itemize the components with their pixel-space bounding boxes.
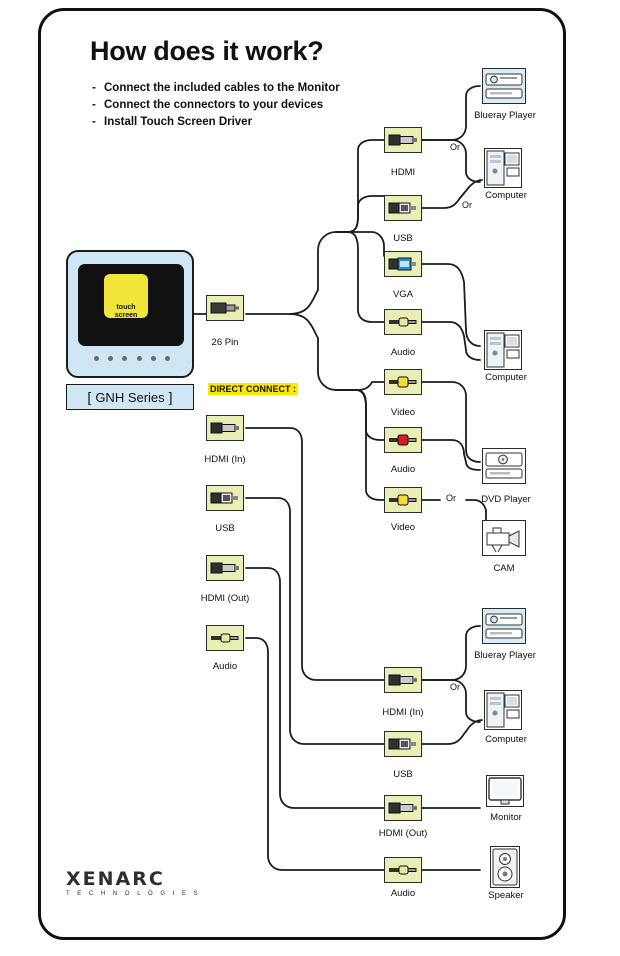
connector-usb-top — [384, 195, 422, 221]
usb-icon — [207, 486, 243, 510]
or-label: Or — [450, 142, 460, 152]
connector-hdmi-out-left-label: HDMI (Out) — [200, 593, 250, 604]
audio-jack-icon — [385, 310, 421, 334]
connector-video-2-label: Video — [390, 522, 416, 533]
rca-red-white-icon — [385, 428, 421, 452]
vga-icon — [385, 252, 421, 276]
monitor-buttons — [94, 356, 170, 364]
touch-badge-label: touch screen — [114, 304, 138, 319]
connector-hdmi-in-bottom — [384, 667, 422, 693]
device-blueray-player-top — [482, 68, 526, 104]
hdmi-icon — [207, 416, 243, 440]
device-monitor — [486, 775, 524, 807]
device-blueray-bottom-label: Blueray Player — [474, 650, 536, 661]
device-computer-mid — [484, 330, 522, 370]
list-item: - Connect the included cables to the Monitor — [92, 82, 340, 94]
connector-hdmi-top — [384, 127, 422, 153]
usb-icon — [385, 732, 421, 756]
device-speaker — [490, 846, 520, 888]
audio-jack-icon — [207, 626, 243, 650]
device-computer-bottom — [484, 690, 522, 730]
or-label: Or — [450, 682, 460, 692]
hdmi-icon — [385, 128, 421, 152]
list-item: - Connect the connectors to your devices — [92, 99, 324, 111]
connector-hdmi-out-bottom-label: HDMI (Out) — [378, 828, 428, 839]
connector-26pin — [206, 295, 244, 321]
device-cam — [482, 520, 526, 556]
connector-hdmi-in-left-label: HDMI (In) — [204, 454, 246, 465]
series-label-box — [66, 384, 194, 410]
device-monitor-label: Monitor — [490, 812, 522, 823]
device-speaker-label: Speaker — [488, 890, 524, 901]
rca-yellow-icon — [385, 488, 421, 512]
brand-logo — [66, 868, 201, 897]
connector-video-1-label: Video — [390, 407, 416, 418]
connector-audio-top — [384, 309, 422, 335]
device-computer-top-label: Computer — [485, 190, 527, 201]
brand-tagline: T E C H N O L O G I E S — [66, 891, 201, 897]
device-dvd-player-label: DVD Player — [481, 494, 531, 505]
connector-hdmi-out-left — [206, 555, 244, 581]
connector-hdmi-in-bottom-label: HDMI (In) — [382, 707, 424, 718]
hdmi-icon — [385, 796, 421, 820]
bracket-right: ] — [168, 389, 173, 405]
hdmi-icon — [207, 556, 243, 580]
connector-audio-left-label: Audio — [212, 661, 238, 672]
connector-usb-bottom — [384, 731, 422, 757]
usb-icon — [385, 196, 421, 220]
device-blueray-top-label: Blueray Player — [474, 110, 536, 121]
direct-connect-label: DIRECT CONNECT : — [210, 384, 296, 394]
device-dvd-player — [482, 448, 526, 484]
bracket-left: [ — [87, 389, 92, 405]
connector-audio-mid — [384, 427, 422, 453]
device-blueray-player-bottom — [482, 608, 526, 644]
connector-audio-top-label: Audio — [390, 347, 416, 358]
connector-vga-top-label: VGA — [392, 289, 414, 300]
list-item: - Install Touch Screen Driver — [92, 116, 253, 128]
or-label: Or — [446, 493, 456, 503]
connector-vga-top — [384, 251, 422, 277]
audio-jack-icon — [385, 858, 421, 882]
connector-usb-bottom-label: USB — [393, 769, 413, 780]
rca-yellow-icon — [385, 370, 421, 394]
connector-usb-left-label: USB — [215, 523, 235, 534]
connector-audio-bottom-label: Audio — [390, 888, 416, 899]
connector-audio-left — [206, 625, 244, 651]
device-computer-mid-label: Computer — [485, 372, 527, 383]
connector-26pin-label: 26 Pin — [211, 337, 239, 348]
connector-hdmi-out-bottom — [384, 795, 422, 821]
brand-name: XENARC — [66, 868, 165, 890]
device-computer-bottom-label: Computer — [485, 734, 527, 745]
plug-icon — [207, 296, 243, 320]
connector-audio-bottom — [384, 857, 422, 883]
connector-usb-top-label: USB — [393, 233, 413, 244]
page-title: How does it work? — [90, 36, 324, 66]
connector-hdmi-top-label: HDMI — [390, 167, 416, 178]
device-computer-top — [484, 148, 522, 188]
or-label: Or — [462, 200, 472, 210]
connector-video-2 — [384, 487, 422, 513]
series-label: GNH Series — [95, 389, 165, 405]
hdmi-icon — [385, 668, 421, 692]
connector-video-1 — [384, 369, 422, 395]
touch-monitor — [66, 250, 194, 378]
instruction-list — [92, 80, 412, 131]
connector-audio-mid-label: Audio — [390, 464, 416, 475]
connector-usb-left — [206, 485, 244, 511]
connector-hdmi-in-left — [206, 415, 244, 441]
device-cam-label: CAM — [493, 563, 515, 574]
